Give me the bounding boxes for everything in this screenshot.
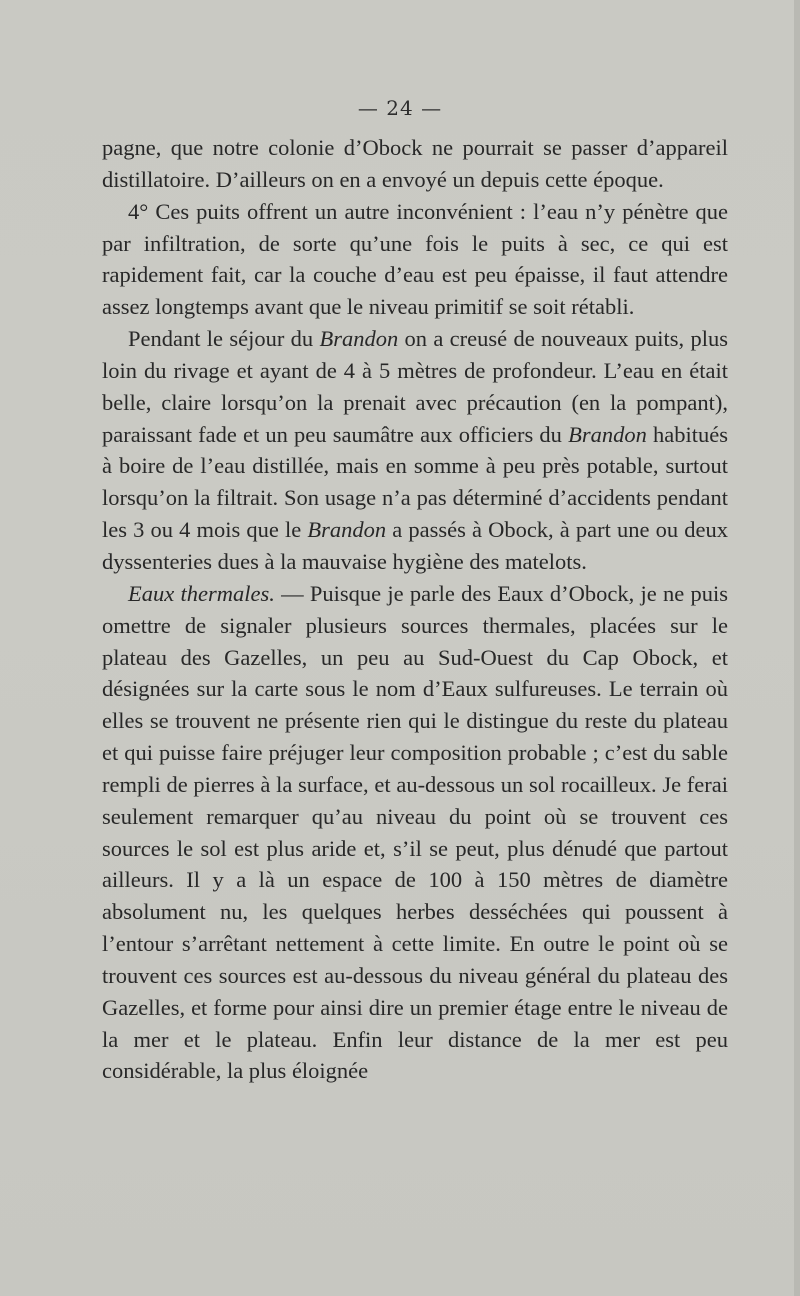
page-edge <box>794 0 800 1296</box>
page-number: — 24 — <box>357 96 443 120</box>
text-run: 4° Ces puits offrent un autre inconvénient : l’eau n’y pénètre que par infiltration, de sorte qu’une fois le puits à sec, ce qui est rapidement fait, car la couche d’eau est peu épaisse, il faut attendre assez longtemps avant que le niveau primitif se soit rétabli. <box>102 198 728 320</box>
paragraph <box>102 578 728 1088</box>
italic-text: Brandon <box>568 421 647 447</box>
text-run: on a creusé de nouveaux puits, plus loin du rivage et ayant de 4 à 5 mètres de profondeur. L’eau en était belle, claire lorsqu’on la prenait avec précaution (en la pompant), paraissant fade et un peu saumâtre aux officiers du <box>102 326 728 447</box>
italic-text: Brandon <box>307 517 387 543</box>
paragraph <box>102 196 728 323</box>
italic-text: Eaux thermales. <box>128 580 275 606</box>
text-run: — Puisque je parle des Eaux d’Obock, je ne puis omettre de signaler plusieurs sources thermales, placées sur le plateau des Gazelles, un peu au Sud-Ouest du Cap Obock, et désignées sur la carte sous le nom d’Eaux sulfureuses. Le terrain où elles se trouvent ne présente rien qui le distingue du reste du plateau et qui puisse faire préjuger leur composition probable ; c’est du sable rempli de pierres à la surface, et au-dessous un sol rocailleux. Je ferai seulement remarquer qu’au niveau du point où se trouvent ces sources le sol est plus aride et, s’il se peut, plus dénudé que partout ailleurs. Il y a là un espace de 100 à 150 mètres de diamètre absolument nu, les quelques herbes desséchées qui poussent à l’entour s’arrêtant nettement à cette limite. En outre le point où se trouvent ces sources est au-dessous du niveau général du plateau des Gazelles, et forme pour ainsi dire un premier étage entre le niveau de la mer et le plateau. Enfin leur distance de la mer est peu considérable, la plus éloignée <box>102 580 728 1084</box>
text-run: a passés à Obock, à part une ou deux dyssenteries dues à la mauvaise hygiène des matelots. <box>102 517 728 574</box>
paragraph <box>102 323 728 578</box>
body-text <box>102 132 728 1087</box>
italic-text: Brandon <box>319 326 399 352</box>
text-run: habitués à boire de l’eau distillée, mais en somme à peu près potable, surtout lorsqu’on la filtrait. Son usage n’a pas déterminé d’accidents pendant les 3 ou 4 mois que le <box>102 421 728 543</box>
paragraph <box>102 132 728 196</box>
text-run: pagne, que notre colonie d’Obock ne pourrait se passer d’appareil distillatoire. D’ailleurs on en a envoyé un depuis cette époque. <box>102 135 728 192</box>
text-run: Pendant le séjour du <box>128 326 320 352</box>
